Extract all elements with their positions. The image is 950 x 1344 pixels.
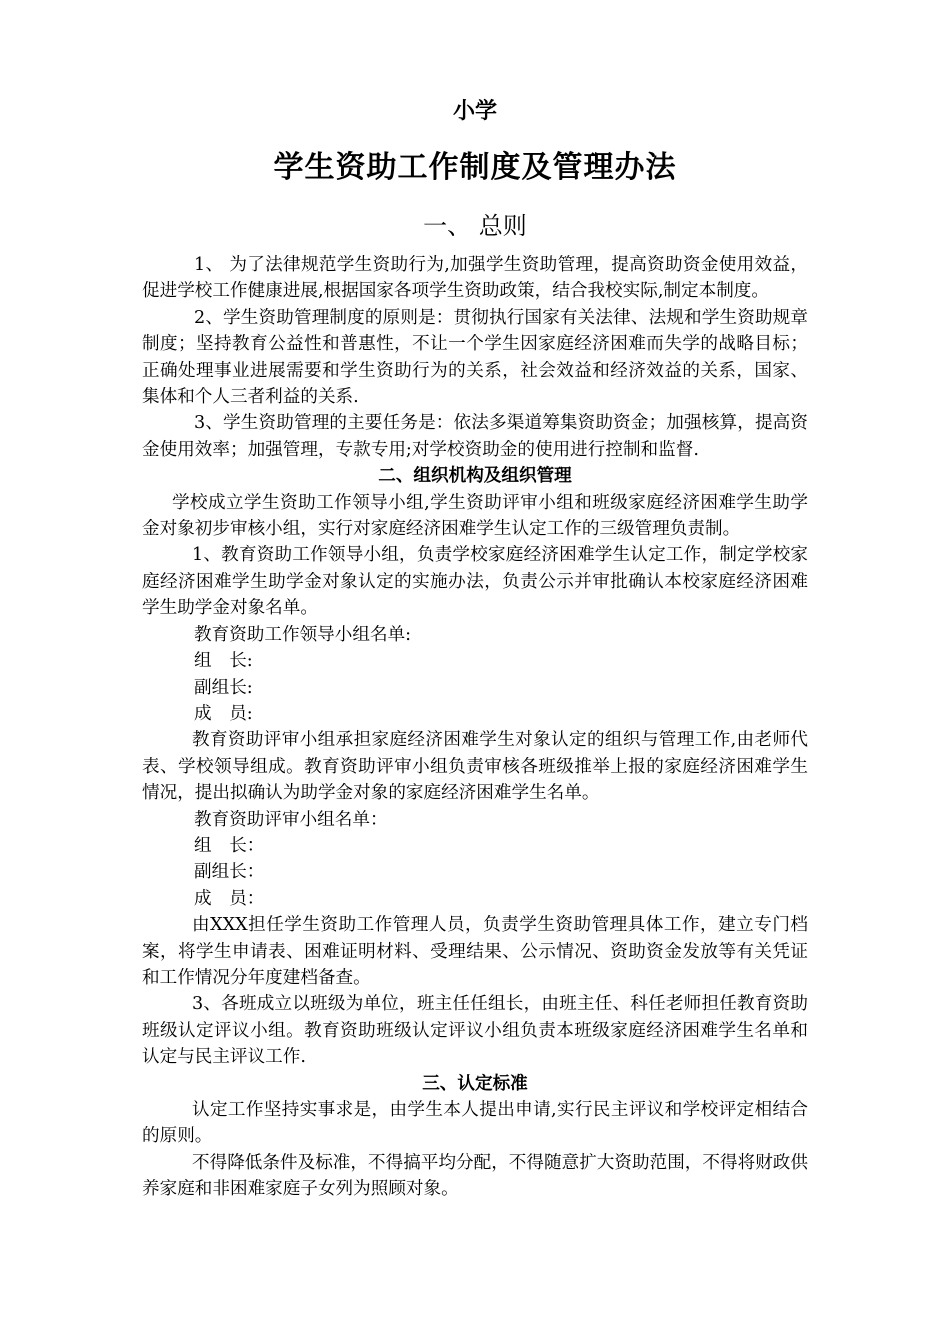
section-heading-general: 一、 总则 (423, 212, 527, 240)
section-heading-criteria: 三、认定标准 (422, 1072, 528, 1094)
paragraph-1: 1、 为了法律规范学生资助行为,加强学生资助管理，提高资助资金使用效益，促进学校工作健康进展,根据国家各项学生资助政策，结合我校实际,制定本制度。 (142, 255, 808, 302)
list-title-leading-group: 教育资助工作领导小组名单: (194, 624, 412, 645)
list-item-leader: 组 长： (194, 835, 265, 856)
school-label: 小学 (452, 98, 497, 124)
paragraph-7: 由XXX担任学生资助工作管理人员，负责学生资助管理具体工作，建立专门档案，将学生申请表、困难证明材料、受理结果、公示情况、资助资金发放等有关凭证和工作情况分年度建档备查。 (142, 915, 808, 988)
paragraph-2: 2、学生资助管理制度的原则是：贯彻执行国家有关法律、法规和学生资助规章制度；坚持教育公益性和普惠性，不让一个学生因家庭经济困难而失学的战略目标；正确处理事业进展需要和学生资助行为的关系，社会效益和经济效益的关系，国家、集体和个人三者利益的关系. (142, 307, 808, 408)
paragraph-5: 1、教育资助工作领导小组，负责学校家庭经济困难学生认定工作，制定学校家庭经济困难学生助学金对象认定的实施办法，负责公示并审批确认本校家庭经济困难学生助学金对象名单。 (142, 545, 808, 619)
paragraph-8: 3、各班成立以班级为单位，班主任任组长，由班主任、科任老师担任教育资助班级认定评议小组。教育资助班级认定评议小组负责本班级家庭经济困难学生名单和认定与民主评议工作. (142, 994, 808, 1068)
list-title-review-group: 教育资助评审小组名单： (194, 809, 388, 830)
document-body (142, 252, 808, 1203)
document-title: 学生资助工作制度及管理办法 (273, 150, 677, 185)
list-item-members: 成 员： (194, 888, 265, 909)
paragraph-10: 不得降低条件及标准，不得搞平均分配，不得随意扩大资助范围，不得将财政供养家庭和非困难家庭子女列为照顾对象。 (142, 1152, 808, 1200)
list-item-leader: 组 长: (194, 651, 253, 672)
paragraph-4: 学校成立学生资助工作领导小组,学生资助评审小组和班级家庭经济困难学生助学金对象初步审核小组，实行对家庭经济困难学生认定工作的三级管理负责制。 (142, 492, 808, 540)
list-item-vice-leader: 副组长： (194, 862, 265, 883)
paragraph-3: 3、学生资助管理的主要任务是：依法多渠道筹集资助资金；加强核算，提高资金使用效率；加强管理，专款专用;对学校资助金的使用进行控制和监督. (142, 413, 808, 460)
paragraph-9: 认定工作坚持实事求是，由学生本人提出申请,实行民主评议和学校评定相结合的原则。 (142, 1100, 808, 1147)
list-item-vice-leader: 副组长: (194, 677, 253, 698)
paragraph-6: 教育资助评审小组承担家庭经济困难学生对象认定的组织与管理工作,由老师代表、学校领导组成。教育资助评审小组负责审核各班级推举上报的家庭经济困难学生情况，提出拟确认为助学金对象的家庭经济困难学生名单。 (142, 730, 808, 804)
section-heading-organization: 二、组织机构及组织管理 (378, 465, 572, 487)
list-item-members: 成 员: (194, 703, 253, 724)
